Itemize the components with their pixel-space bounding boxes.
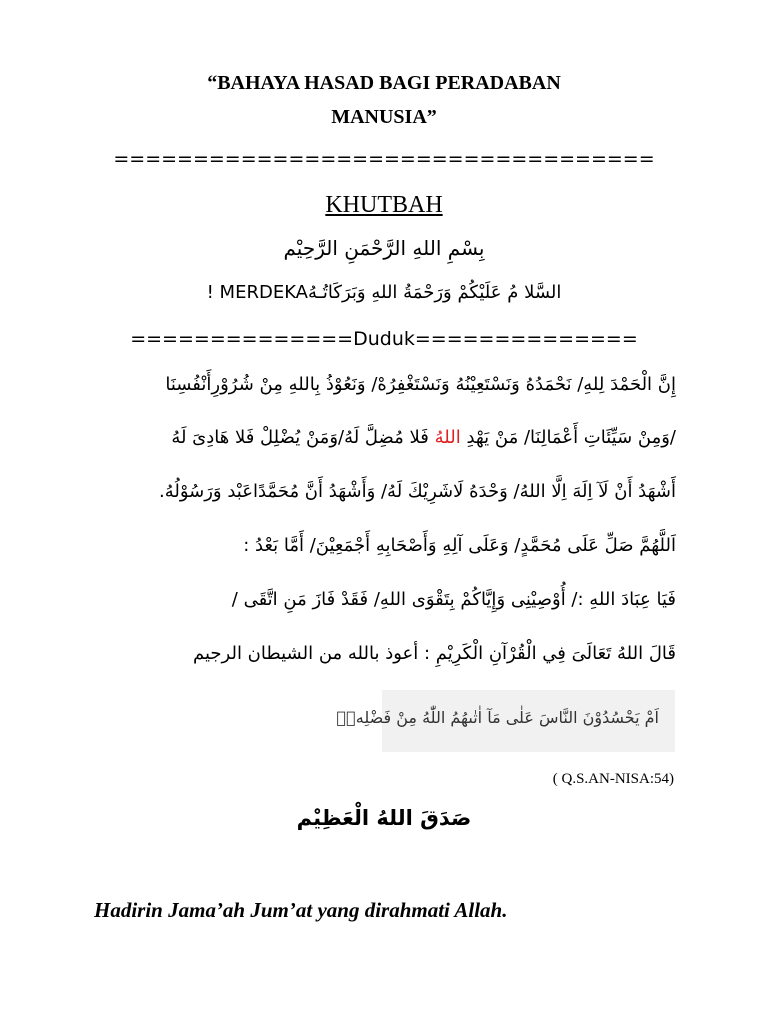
muqaddimah-line-2-end: فَلا مُضِلَّ لَهُ/وَمَنْ يُضْلِلْ فَلا هَادِىَ لَهُ: [171, 427, 435, 448]
quran-verse: اَمْ يَحْسُدُوْنَ النَّاسَ عَلٰى مَآ اٰتٰىهُمُ اللّٰهُ مِنْ فَضْلِهٖۚ: [336, 708, 659, 727]
basmalah: بِسْمِ اللهِ الرَّحْمَنِ الرَّحِيْم: [283, 236, 485, 260]
closing-phrase: صَدَقَ اللهُ الْعَظِيْم: [296, 806, 472, 830]
muqaddimah-line-4: اَللَّهُمَّ صَلِّ عَلَى مُحَمَّدٍ/ وَعَلَى آلِهِ وَأَصْحَابِهِ أَجْمَعِيْنَ/ أَمَّا بَعْدُ :: [243, 535, 676, 556]
muqaddimah-line-2: [171, 427, 676, 448]
quran-verse-image: [336, 690, 675, 752]
salam-line: السَّلا مُ عَلَيْكُمْ وَرَحْمَةُ اللهِ وَبَرَكَاتُـهُMERDEKA !: [206, 282, 562, 303]
muqaddimah-line-1: إِنَّ الْحَمْدَ لِلهِ/ نَحْمَدُهُ وَنَسْتَعِيْنُهُ وَنَسْتَغْفِرُهْ/ وَنَعُوْذُ بِاللهِ مِنْ شُرُوْرِأَنْفُسِنَا: [165, 374, 676, 395]
muqaddimah-line-2-start: /وَمِنْ سَيِّئَاتِ أَعْمَالِنَا/ مَنْ يَهْدِ: [460, 427, 676, 448]
verse-reference: ( Q.S.AN-NISA:54): [552, 771, 674, 787]
muqaddimah-line-5: فَيَا عِبَادَ اللهِ :/ أُوْصِيْنِى وَإِيَّاكُمْ بِتَقْوَى اللهِ/ فَقَدْ فَازَ مَنِ اتَّقَى /: [231, 589, 676, 610]
muqaddimah-line-3: أَشْهَدُ أَنْ لَآ اِلَهَ اِلَّا اللهُ/ وَحْدَهُ لَاشَرِيْكَ لَهُ/ وَأَشْهَدُ أَنَّ مُحَمَّدًاعَبْد وَرَسُوْلُهُ.: [159, 481, 676, 502]
separator-rule: ==================================: [113, 148, 655, 170]
muqaddimah-line-6: قَالَ اللهُ تَعَالَىَ فِي الْقُرْآنِ الْكَرِيْمِ : أعوذ بالله من الشيطان الرجيم: [192, 643, 676, 664]
highlighted-allah: اللهُ: [434, 427, 461, 448]
title-line-2: MANUSIA”: [331, 106, 437, 128]
title-line-1: “BAHAYA HASAD BAGI PERADABAN: [207, 72, 561, 94]
duduk-rule: ==============Duduk==============: [130, 328, 638, 350]
congregation-address: Hadirin Jama’ah Jum’at yang dirahmati Allah.: [94, 898, 508, 922]
khutbah-heading: KHUTBAH: [325, 192, 443, 218]
